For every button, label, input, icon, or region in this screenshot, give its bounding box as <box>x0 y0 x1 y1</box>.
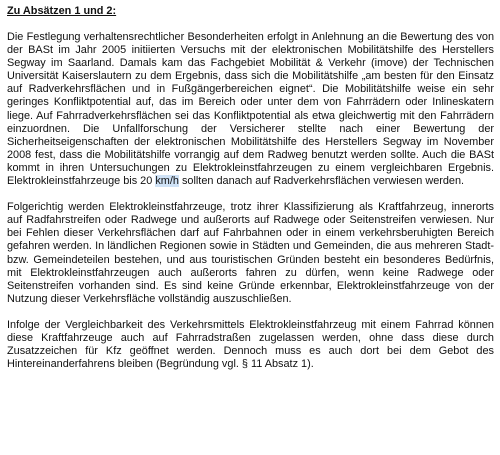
paragraph-1-text-end: sollten danach auf Radverkehrsflächen verwiesen werden. <box>178 175 465 188</box>
paragraph-1-text: Die Festlegung verhaltensrechtlicher Besonderheiten erfolgt in Anlehnung an die Bewertung des von der BASt im Jahr 2005 initiierten Versuchs mit der elektronischen Mobilitätshilfe des Herstellers Segway im Saarland. Damals kam das Fachgebiet Mobilität & Verkehr (imove) der Technischen Universität Kaiserslautern zu dem Ergebnis, dass sich die Mobilitätshilfe „am besten für den Einsatz auf Radverkehrsflächen und in Fußgängerbereichen eignet“. Die Mobilitätshilfe weise ein sehr geringes Konfliktpotential auf, das im Bereich oder unter dem von Fahrrädern oder Inlineskatern liege. Auf Fahrradverkehrsflächen sei das Konfliktpotential als etwa gleichwertig mit den Fahrrädern einzuordnen. Die Unfallforschung der Versicherer stellte nach einer Bewertung der Sicherheitseigenschaften der elektronischen Mobilitätshilfe des Herstellers Segway im November 2008 fest, dass die Mobilitätshilfe vorrangig auf dem Radweg benutzt werden sollte. Auch die BASt kommt in ihren Untersuchungen zu Elektrokleinstfahrzeugen zu einem vergleichbaren Ergebnis. Elektrokleinstfahrzeuge bis 20 <box>7 31 494 188</box>
selected-text-highlight[interactable]: km/h <box>155 175 179 188</box>
section-heading: Zu Absätzen 1 und 2: <box>7 5 117 17</box>
paragraph-1 <box>7 31 494 188</box>
paragraph-3: Infolge der Vergleichbarkeit des Verkehrsmittels Elektrokleinstfahrzeug mit einem Fahrrad können diese Kraftfahrzeuge auch auf Fahrradstraßen zugelassen werden, ohne dass diese durch Zusatzzeichen für Kfz geöffnet werden. Dennoch muss es auch dort bei dem Gebot des Hintereinanderfahrens bleiben (Begründung vgl. § 11 Absatz 1). <box>7 318 494 371</box>
paragraph-2: Folgerichtig werden Elektrokleinstfahrzeuge, trotz ihrer Klassifizierung als Kraftfahrzeug, innerorts auf Radfahrstreifen oder Radwege und außerorts auf Radwege oder Seitenstreifen verwiesen. Nur bei Fehlen dieser Verkehrsflächen darf auf Fahrbahnen oder in einem verkehrsberuhigten Bereich gefahren werden. In ländlichen Regionen sowie in Städten und Gemeinden, die aus mehreren Stadt- bzw. Gemeindeteilen bestehen, und aus touristischen Gründen besteht ein besonderes Bedürfnis, mit Elektrokleinstfahrzeugen auch außerorts fahren zu dürfen, wenn keine Radwege oder Seitenstreifen vorhanden sind. Es sind keine Gründe erkennbar, Elektrokleinstfahrzeuge von der Nutzung dieser Verkehrsfläche vollständig auszuschließen. <box>7 201 494 305</box>
